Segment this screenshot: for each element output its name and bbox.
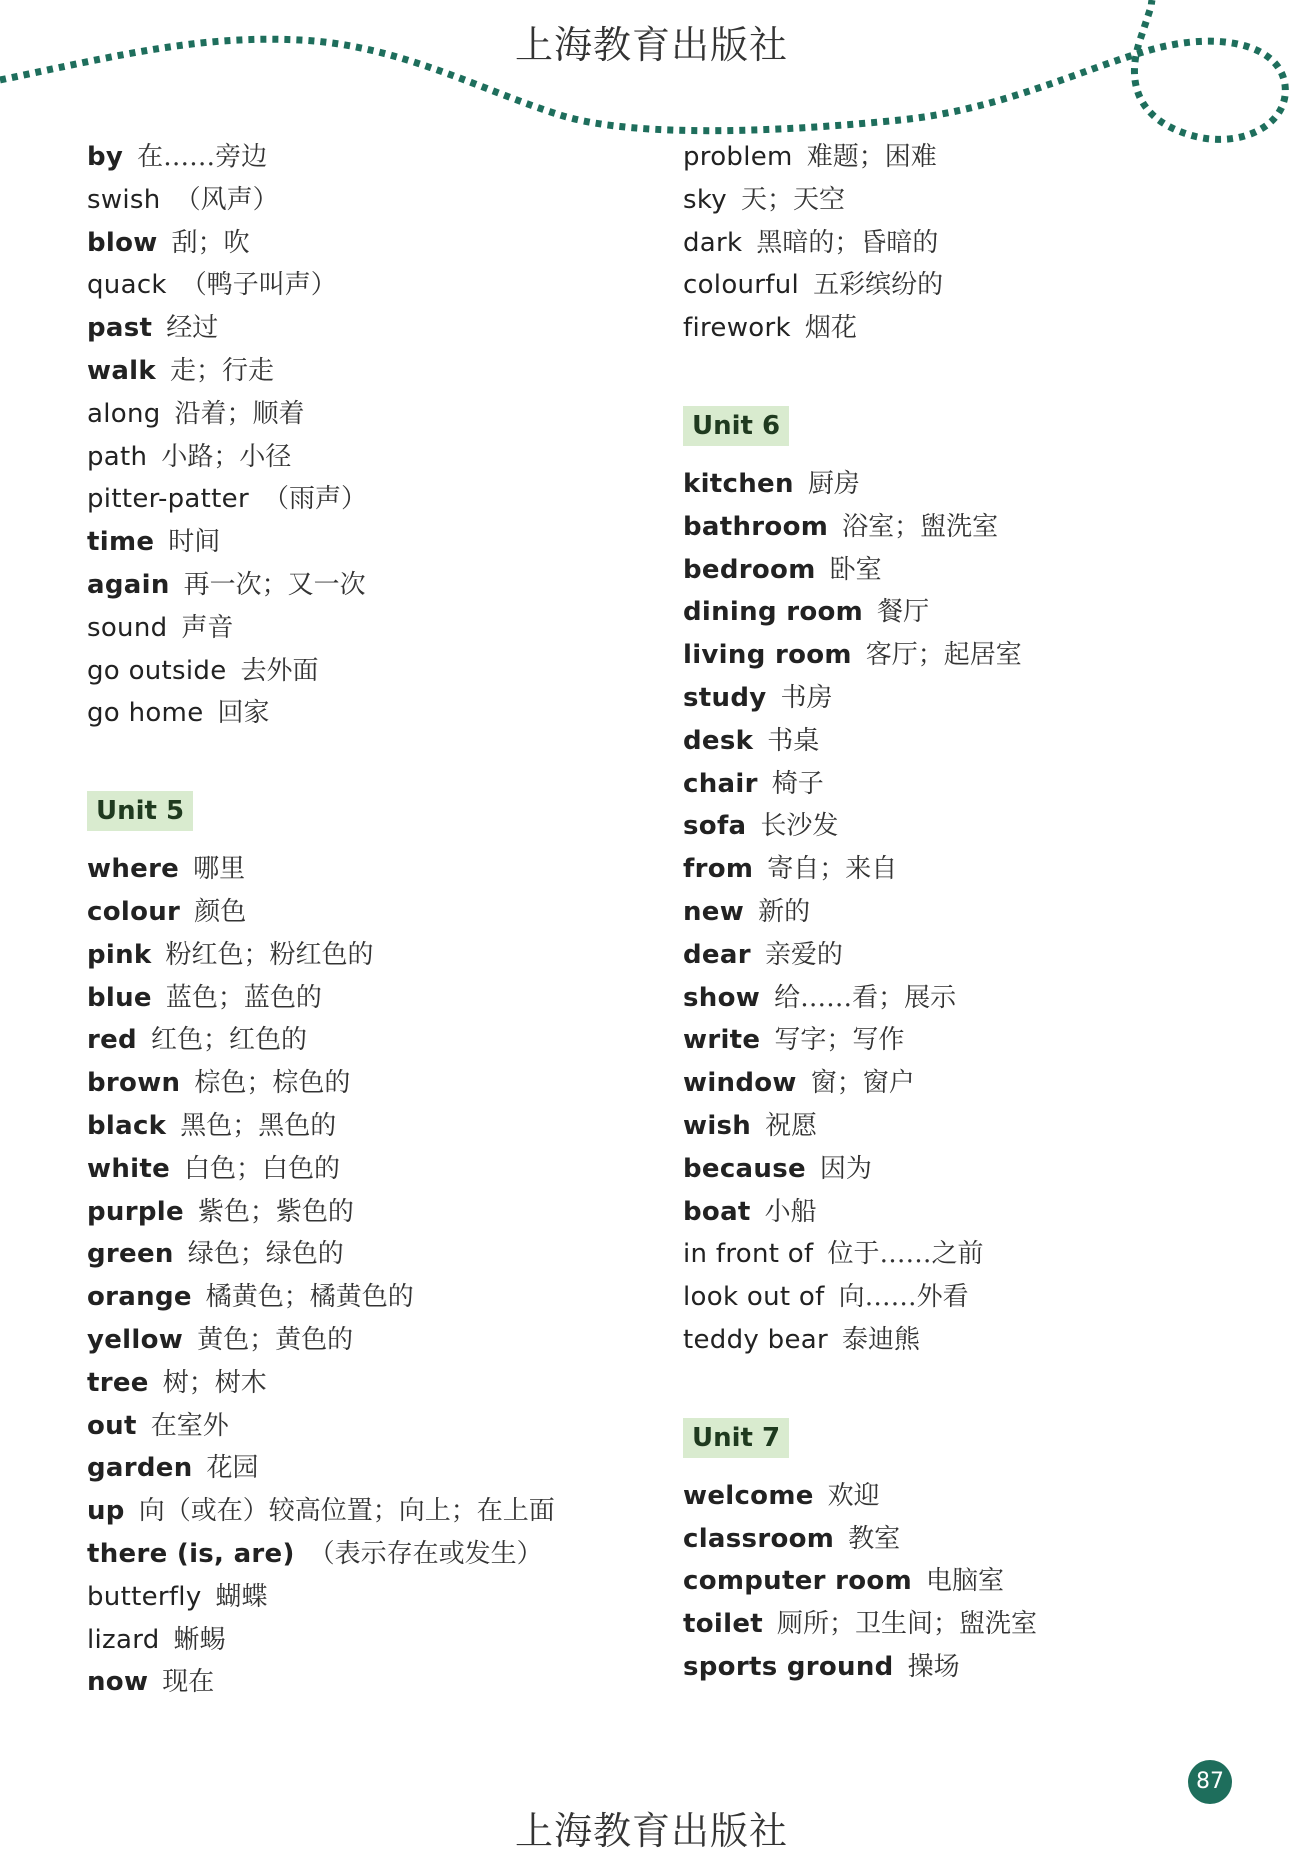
vocab-word: time: [87, 527, 155, 558]
vocab-entry: [87, 1019, 647, 1062]
vocab-word: again: [87, 569, 170, 600]
vocab-meaning: 时间: [168, 527, 221, 558]
unit-heading: [683, 389, 1243, 463]
vocab-entry: [87, 350, 647, 393]
vocab-entry: [683, 463, 1243, 506]
vocab-word: pitter-patter: [87, 484, 249, 515]
vocab-entry: [87, 1661, 647, 1704]
vocab-meaning: 现在: [162, 1667, 215, 1698]
vocab-meaning: 操场: [907, 1651, 960, 1682]
vocab-meaning: 沿着；顺着: [174, 398, 305, 429]
section-gap: [683, 350, 1243, 389]
vocab-word: lizard: [87, 1624, 160, 1655]
vocab-word: swish: [87, 184, 161, 215]
vocab-word: sound: [87, 612, 168, 643]
vocab-word: path: [87, 441, 148, 472]
vocab-entry: [683, 307, 1243, 350]
page-number-badge: 87: [1188, 1760, 1232, 1804]
vocab-entry: [683, 136, 1243, 179]
vocab-word: because: [683, 1153, 806, 1184]
vocab-entry: [87, 393, 647, 436]
vocab-entry: [87, 1405, 647, 1448]
vocab-word: toilet: [683, 1609, 763, 1640]
vocab-meaning: 粉红色；粉红色的: [165, 939, 374, 970]
vocab-word: computer room: [683, 1566, 912, 1597]
vocab-meaning: 花园: [206, 1453, 259, 1484]
vocab-word: go outside: [87, 655, 227, 686]
unit-label: Unit 7: [683, 1418, 789, 1458]
vocab-meaning: 给……看；展示: [774, 982, 957, 1013]
vocab-word: blue: [87, 982, 152, 1013]
publisher-footer: 上海教育出版社: [514, 1809, 788, 1853]
vocab-entry: [87, 977, 647, 1020]
vocab-meaning: 白色；白色的: [184, 1153, 341, 1184]
vocab-meaning: 走；行走: [169, 355, 274, 386]
vocab-word: problem: [683, 142, 793, 172]
vocab-meaning: 去外面: [240, 655, 319, 686]
vocab-word: sports ground: [683, 1651, 894, 1682]
vocab-meaning: 棕色；棕色的: [194, 1068, 351, 1099]
vocab-meaning: 餐厅: [877, 597, 930, 628]
vocab-meaning: 厨房: [807, 468, 860, 499]
vocab-entry: [683, 1019, 1243, 1062]
vocab-entry: [87, 1490, 647, 1533]
vocab-meaning: 因为: [819, 1153, 872, 1184]
vocab-entry: [87, 1105, 647, 1148]
vocab-entry: [683, 1560, 1243, 1603]
vocab-word: sky: [683, 184, 727, 215]
vocab-word: along: [87, 398, 161, 429]
vocab-entry: [683, 1319, 1243, 1362]
vocab-word: study: [683, 682, 767, 713]
vocab-word: wish: [683, 1110, 752, 1141]
vocab-meaning: 卧室: [829, 554, 882, 585]
vocab-word: in front of: [683, 1239, 814, 1270]
vocab-word: write: [683, 1025, 761, 1056]
vocab-word: from: [683, 854, 754, 885]
vocab-entry: [683, 1191, 1243, 1234]
vocab-entry: [683, 591, 1243, 634]
vocab-entry: [87, 1447, 647, 1490]
vocab-meaning: 教室: [848, 1523, 901, 1554]
vocab-meaning: 新的: [758, 896, 811, 927]
vocab-meaning: 椅子: [771, 768, 824, 799]
unit-label: Unit 5: [87, 791, 193, 831]
vocab-entry: [683, 1475, 1243, 1518]
vocab-meaning: （雨声）: [262, 484, 367, 515]
vocab-entry: [87, 1276, 647, 1319]
vocab-meaning: 经过: [166, 313, 219, 344]
vocab-entry: [683, 179, 1243, 222]
vocab-meaning: 刮；吹: [171, 227, 250, 258]
vocab-meaning: 蓝色；蓝色的: [165, 982, 322, 1013]
vocab-entry: [683, 1603, 1243, 1646]
vocab-meaning: 书桌: [767, 725, 820, 756]
vocab-entry: [87, 607, 647, 650]
vocab-entry: [683, 805, 1243, 848]
vocab-word: blow: [87, 227, 158, 258]
vocab-entry: [87, 264, 647, 307]
vocab-meaning: 紫色；紫色的: [197, 1196, 354, 1227]
vocab-entry: [683, 763, 1243, 806]
vocab-word: colour: [87, 896, 181, 927]
vocab-meaning: 在室外: [150, 1410, 229, 1441]
vocab-word: living room: [683, 640, 852, 671]
vocab-meaning: 书房: [780, 682, 833, 713]
vocab-meaning: 电脑室: [925, 1566, 1004, 1597]
vocab-entry: [87, 891, 647, 934]
vocab-word: by: [87, 142, 124, 172]
vocab-meaning: 泰迪熊: [841, 1324, 920, 1355]
vocab-entry: [683, 848, 1243, 891]
vocab-word: up: [87, 1496, 125, 1527]
vocab-meaning: 蜥蜴: [173, 1624, 226, 1655]
unit-heading: [683, 1401, 1243, 1475]
section-gap: [683, 1362, 1243, 1401]
vocab-entry: [683, 506, 1243, 549]
vocab-word: bedroom: [683, 554, 816, 585]
vocab-entry: [683, 891, 1243, 934]
vocab-entry: [87, 1233, 647, 1276]
vocab-entry: [683, 977, 1243, 1020]
vocab-word: window: [683, 1068, 797, 1099]
vocab-meaning: 树；树木: [162, 1367, 267, 1398]
vocab-word: teddy bear: [683, 1324, 828, 1355]
vocab-word: classroom: [683, 1523, 835, 1554]
vocab-meaning: 祝愿: [765, 1110, 818, 1141]
vocab-meaning: 欢迎: [827, 1480, 880, 1511]
vocab-entry: [87, 179, 647, 222]
vocab-entry: [683, 677, 1243, 720]
vocab-word: now: [87, 1667, 149, 1698]
vocab-word: white: [87, 1153, 171, 1184]
vocab-meaning: 写字；写作: [774, 1025, 905, 1056]
vocab-entry: [683, 222, 1243, 265]
vocab-word: there (is, are): [87, 1538, 295, 1569]
vocab-word: green: [87, 1239, 174, 1270]
vocab-entry: [87, 1619, 647, 1662]
vocab-entry: [87, 136, 647, 179]
vocab-word: walk: [87, 355, 156, 386]
vocab-meaning: 回家: [217, 698, 270, 729]
vocab-meaning: （风声）: [174, 184, 279, 215]
vocab-word: quack: [87, 270, 167, 301]
vocab-entry: [683, 1518, 1243, 1561]
vocab-word: butterfly: [87, 1581, 202, 1612]
vocab-meaning: 小船: [764, 1196, 817, 1227]
vocab-word: chair: [683, 768, 758, 799]
vocab-word: brown: [87, 1068, 181, 1099]
vocab-meaning: 蝴蝶: [215, 1581, 268, 1612]
vocab-meaning: 小路；小径: [161, 441, 292, 472]
vocab-meaning: 再一次；又一次: [183, 569, 366, 600]
vocab-word: pink: [87, 939, 152, 970]
vocab-entry: [683, 1646, 1243, 1689]
vocab-meaning: （表示存在或发生）: [308, 1538, 543, 1569]
vocab-entry: [87, 1362, 647, 1405]
vocab-entry: [87, 1576, 647, 1619]
vocab-meaning: 长沙发: [760, 811, 839, 842]
vocab-entry: [87, 1533, 647, 1576]
vocab-meaning: 难题；困难: [806, 142, 937, 172]
vocab-entry: [683, 1276, 1243, 1319]
vocab-entry: [87, 564, 647, 607]
vocab-meaning: 浴室；盥洗室: [842, 511, 999, 542]
unit-heading: [87, 774, 647, 848]
vocab-entry: [87, 436, 647, 479]
vocab-entry: [87, 1062, 647, 1105]
vocab-word: orange: [87, 1282, 192, 1313]
section-gap: [87, 735, 647, 774]
vocab-entry: [87, 848, 647, 891]
vocab-meaning: 亲爱的: [764, 939, 843, 970]
vocab-entry: [87, 222, 647, 265]
vocab-meaning: （鸭子叫声）: [180, 270, 337, 301]
vocab-word: boat: [683, 1196, 751, 1227]
vocab-entry: [683, 720, 1243, 763]
vocab-word: yellow: [87, 1324, 184, 1355]
vocab-entry: [87, 1319, 647, 1362]
vocab-meaning: 绿色；绿色的: [187, 1239, 344, 1270]
vocab-entry: [87, 478, 647, 521]
vocab-meaning: 黑色；黑色的: [180, 1110, 337, 1141]
vocab-meaning: 在……旁边: [137, 142, 268, 172]
vocab-entry: [683, 1062, 1243, 1105]
vocab-word: go home: [87, 698, 204, 729]
vocab-entry: [87, 692, 647, 735]
vocab-word: purple: [87, 1196, 184, 1227]
vocab-word: black: [87, 1110, 167, 1141]
vocab-entry: [683, 549, 1243, 592]
vocab-meaning: 五彩缤纷的: [813, 270, 944, 301]
vocab-meaning: 黑暗的；昏暗的: [756, 227, 939, 258]
vocab-meaning: 黄色；黄色的: [197, 1324, 354, 1355]
vocab-meaning: 寄自；来自: [767, 854, 898, 885]
vocab-word: dining room: [683, 597, 864, 628]
vocab-word: where: [87, 854, 180, 885]
vocab-meaning: 客厅；起居室: [865, 640, 1022, 671]
vocab-word: welcome: [683, 1480, 814, 1511]
vocab-word: look out of: [683, 1282, 825, 1313]
vocab-entry: [683, 264, 1243, 307]
vocab-entry: [683, 1148, 1243, 1191]
vocab-entry: [87, 934, 647, 977]
vocab-entry: [87, 650, 647, 693]
vocab-word: show: [683, 982, 761, 1013]
vocab-meaning: 天；天空: [740, 184, 845, 215]
vocab-meaning: 橘黄色；橘黄色的: [205, 1282, 414, 1313]
vocab-meaning: 窗；窗户: [810, 1068, 915, 1099]
vocab-word: sofa: [683, 811, 747, 842]
vocab-entry: [87, 1148, 647, 1191]
vocab-column-left: [87, 136, 647, 1704]
vocab-entry: [683, 934, 1243, 977]
vocab-meaning: 厕所；卫生间；盥洗室: [776, 1609, 1037, 1640]
vocab-meaning: 位于……之前: [827, 1239, 984, 1270]
vocab-entry: [87, 521, 647, 564]
vocab-meaning: 红色；红色的: [150, 1025, 307, 1056]
vocab-word: kitchen: [683, 468, 794, 499]
publisher-header: 上海教育出版社: [514, 23, 788, 67]
vocab-word: dark: [683, 227, 743, 258]
vocab-entry: [683, 1105, 1243, 1148]
vocab-meaning: 声音: [181, 612, 234, 643]
vocab-meaning: 向（或在）较高位置；向上；在上面: [138, 1496, 555, 1527]
vocab-entry: [87, 307, 647, 350]
vocab-word: garden: [87, 1453, 193, 1484]
vocab-meaning: 烟花: [804, 313, 857, 344]
vocab-meaning: 向……外看: [838, 1282, 969, 1313]
vocab-entry: [683, 634, 1243, 677]
vocab-word: firework: [683, 313, 791, 344]
vocab-entry: [683, 1233, 1243, 1276]
vocab-word: past: [87, 313, 153, 344]
vocab-word: new: [683, 896, 745, 927]
vocab-meaning: 哪里: [193, 854, 246, 885]
unit-label: Unit 6: [683, 406, 789, 446]
vocab-word: bathroom: [683, 511, 829, 542]
vocab-word: out: [87, 1410, 137, 1441]
vocab-meaning: 颜色: [194, 896, 247, 927]
vocab-word: dear: [683, 939, 751, 970]
vocab-word: colourful: [683, 270, 800, 301]
vocab-column-right: [683, 136, 1243, 1689]
vocab-word: tree: [87, 1367, 149, 1398]
vocab-entry: [87, 1191, 647, 1234]
vocab-word: desk: [683, 725, 754, 756]
vocab-word: red: [87, 1025, 137, 1056]
